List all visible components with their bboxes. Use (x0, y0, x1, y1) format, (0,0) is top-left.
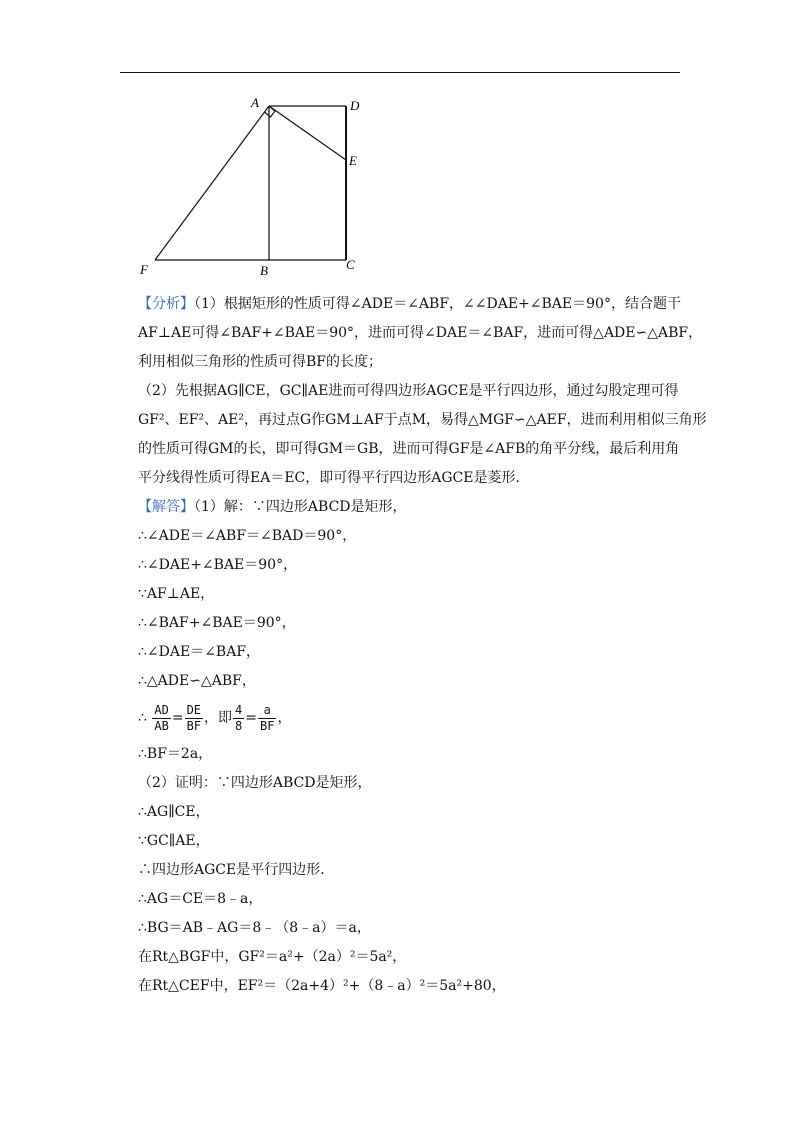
answer-step: ∴BG＝AB﹣AG＝8﹣（8﹣a）＝a， (138, 920, 371, 936)
fraction-equation: ∴ $\frac{AD}{AB}$ = $\frac{DE}{BF}$ ，即 $\frac{4}{8}$ = $\frac{a}{BF}$ ， (138, 702, 292, 733)
right-angle-mark (265, 106, 276, 117)
analysis-line-5: GF²、EF²、AE²，再过点G作GM⊥AF于点M，易得△MGF∽△AEF，进而利用相似三角形 (138, 412, 707, 428)
header-rule (120, 72, 680, 73)
analysis-tag: 【分析】 (138, 296, 194, 312)
answer-step: ∴△ADE∽△ABF， (138, 673, 256, 689)
answer-step: ∴∠BAF+∠BAE＝90°， (138, 615, 296, 631)
analysis-line-1: 【分析】（1）根据矩形的性质可得∠ADE＝∠ABF，∠∠DAE+∠BAE＝90°，结合题干 (138, 296, 681, 312)
analysis-line-6: 的性质可得GM的长，即可得GM＝GB，进而可得GF是∠AFB的角平分线，最后利用角 (138, 441, 680, 457)
geometry-figure (130, 88, 370, 283)
label-D: D (350, 98, 360, 113)
label-A: A (251, 95, 259, 110)
answer-line-1: 【解答】（1）解：∵四边形ABCD是矩形， (138, 499, 407, 515)
analysis-line-2: AF⊥AE可得∠BAF+∠BAE＝90°，进而可得∠DAE＝∠BAF，进而可得△ADE∽△ABF， (138, 325, 703, 341)
fraction-ad-ab: $\frac{AD}{AB}$ (154, 702, 169, 733)
answer-step: ∴AG＝CE＝8﹣a， (138, 891, 263, 907)
label-F: F (140, 262, 148, 277)
fraction-a-bf: $\frac{a}{BF}$ (259, 702, 275, 733)
answer-step: 在Rt△BGF中，GF²＝a²+（2a）²＝5a²， (138, 949, 407, 965)
answer-tag: 【解答】 (138, 499, 194, 515)
answer-step: ∴BF＝2a， (138, 746, 213, 762)
answer-step: ∴AG∥CE， (138, 804, 210, 820)
answer-step: ∵AF⊥AE， (138, 586, 215, 602)
analysis-line-3: 利用相似三角形的性质可得BF的长度； (138, 354, 383, 370)
segment-AE (269, 106, 346, 160)
analysis-line-4: （2）先根据AG∥CE，GC∥AE进而可得四边形AGCE是平行四边形，通过勾股定理可得 (138, 383, 679, 399)
answer-step: ∴∠ADE＝∠ABF＝∠BAD＝90°， (138, 528, 357, 544)
answer-step: （2）证明：∵四边形ABCD是矩形， (138, 775, 372, 791)
fraction-4-8: $\frac{4}{8}$ (235, 702, 243, 733)
analysis-line-7: 平分线得性质可得EA＝EC，即可得平行四边形AGCE是菱形． (138, 470, 530, 486)
segment-FA (155, 106, 269, 260)
answer-step: ∴∠DAE+∠BAE＝90°， (138, 557, 298, 573)
answer-step: ∵GC∥AE， (138, 833, 210, 849)
answer-step: ∴四边形AGCE是平行四边形． (138, 862, 335, 878)
solution-text (138, 290, 707, 1001)
answer-step: 在Rt△CEF中，EF²＝（2a+4）²+（8﹣a）²＝5a²+80， (138, 978, 506, 994)
fraction-de-bf: $\frac{DE}{BF}$ (186, 702, 202, 733)
label-C: C (346, 257, 355, 272)
answer-step: ∴∠DAE＝∠BAF， (138, 644, 261, 660)
label-E: E (349, 153, 357, 168)
label-B: B (260, 263, 268, 278)
